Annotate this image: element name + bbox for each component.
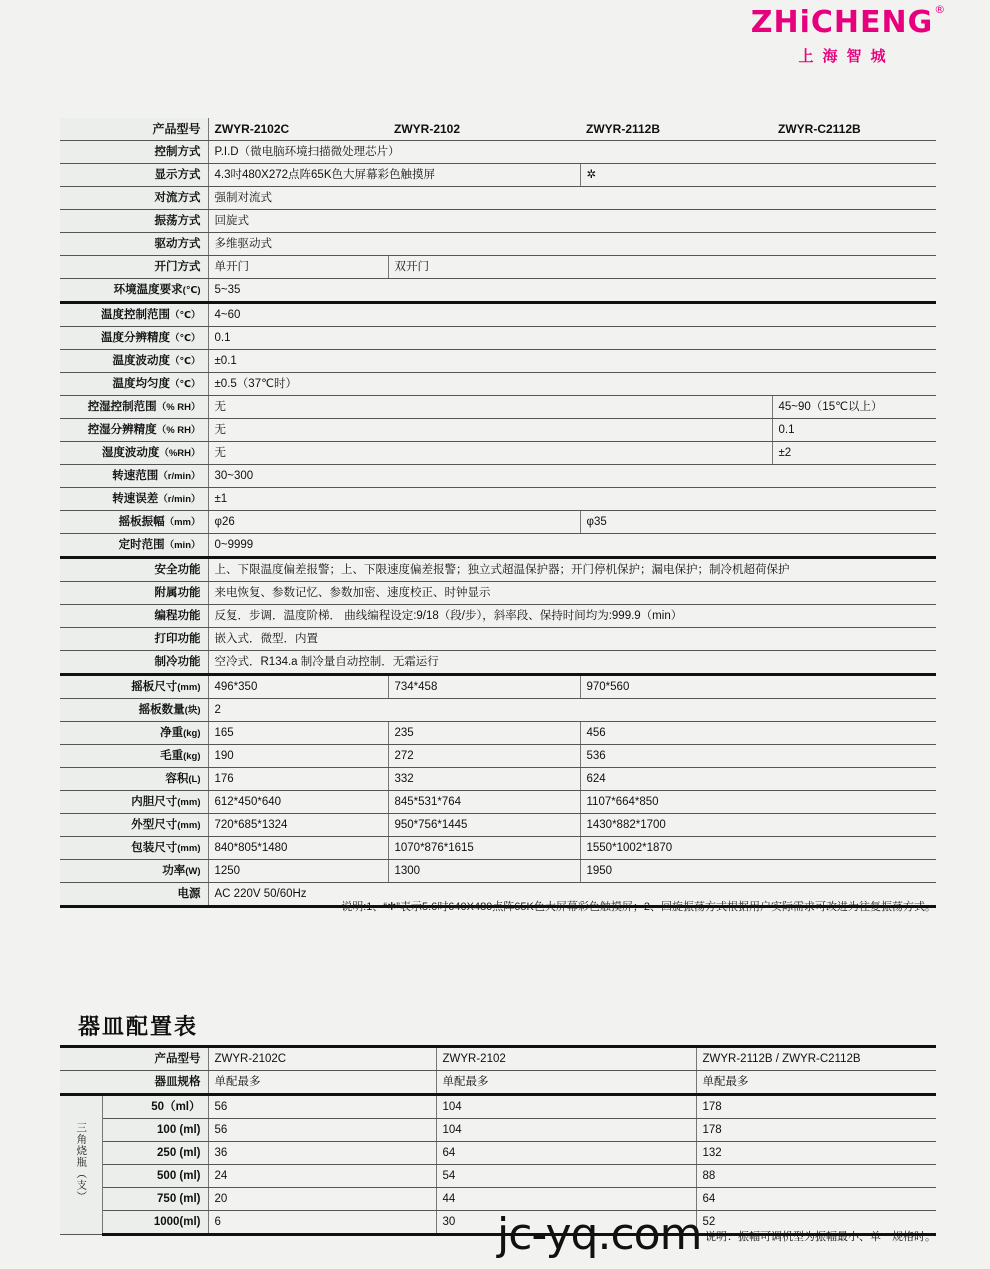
spec-cell: 235 [388,722,580,745]
spec-cell: 970*560 [580,675,936,699]
vessel-side-label-text: 三角烧瓶（支） [75,1122,88,1203]
spec-cell: 上、下限温度偏差报警；上、下限速度偏差报警；独立式超温保护器；开门停机保护；漏电保护；制冷机超荷保护 [208,558,936,582]
spec-cell: 无 [208,419,772,442]
spec-row-label [60,745,208,768]
spec-row-label-text: 温度控制范围 [100,308,170,321]
spec-row [60,465,936,488]
spec-row-label [60,373,208,396]
spec-row-unit: （r/min） [158,493,201,505]
spec-row-label-text: 摇板尺寸 [131,680,178,693]
spec-row-label-text: 温度分辨精度 [100,331,170,344]
spec-row-label [60,187,208,210]
spec-row-label [60,303,208,327]
vessel-count-cell: 104 [436,1119,696,1142]
vessel-table-container [60,1045,936,1236]
spec-row-label [60,558,208,582]
spec-row-label-text: 内胆尺寸 [131,795,178,808]
vessel-count-cell: 56 [208,1095,436,1119]
spec-row [60,651,936,675]
spec-row-unit: （℃） [169,332,201,344]
company-logo [742,3,947,66]
spec-cell: ±0.1 [208,350,936,373]
spec-cell: 1300 [388,860,580,883]
spec-row-label-text: 环境温度要求 [113,283,183,296]
spec-row-label [60,768,208,791]
spec-cell: ±0.5（37℃时） [208,373,936,396]
spec-row [60,233,936,256]
spec-row [60,814,936,837]
spec-cell: 0~9999 [208,534,936,558]
spec-row-label [60,350,208,373]
vessel-size-label: 500 (ml) [102,1165,208,1188]
vessel-count-cell: 54 [436,1165,696,1188]
spec-row-label [60,628,208,651]
spec-cell: 空冷式．R134.a 制冷量自动控制．无霜运行 [208,651,936,675]
spec-row [60,558,936,582]
spec-cell: 1430*882*1700 [580,814,936,837]
vessel-size-label: 1000(ml) [102,1211,208,1235]
spec-row-unit: （mm） [164,516,201,528]
spec-cell: P.I.D（微电脑环境扫描微处理芯片） [208,141,936,164]
spec-row-unit: （℃） [169,355,201,367]
spec-row-label [60,791,208,814]
spec-row-label-text: 温度波动度 [112,354,170,367]
spec-row-label [60,442,208,465]
spec-cell: 无 [208,442,772,465]
vessel-data-row [60,1119,936,1142]
spec-row [60,210,936,233]
logo-chinese-name: 上海智城 [798,48,895,65]
spec-header-row [60,118,936,141]
vessel-side-label [60,1095,102,1235]
vessel-section-title: 器皿配置表 [78,1014,199,1039]
vessel-count-cell: 20 [208,1188,436,1211]
spec-row [60,628,936,651]
spec-row-label [60,511,208,534]
vessel-spec-header-label: 器皿规格 [60,1071,208,1095]
spec-row [60,722,936,745]
logo-wordmark [750,3,947,40]
spec-row [60,511,936,534]
spec-cell: 165 [208,722,388,745]
vessel-count-cell: 56 [208,1119,436,1142]
spec-row-label-text: 对流方式 [154,191,201,204]
vessel-size-label: 100 (ml) [102,1119,208,1142]
spec-row-label-text: 摇板振幅 [118,515,165,528]
spec-cell: 4.3吋480X272点阵65K色大屏幕彩色触摸屏 [208,164,580,187]
vessel-row [60,1071,936,1095]
spec-row [60,860,936,883]
specification-footnote: 说明:1、“✲”表示5.6吋640X480点阵65K色大屏幕彩色触摸屏；2、回旋振荡方式根据用户实际需求可改进为往复振荡方式。 [341,901,936,913]
spec-row [60,582,936,605]
spec-model-header: ZWYR-2102C [208,118,388,141]
spec-row-label [60,814,208,837]
spec-row-unit: （℃） [169,309,201,321]
spec-cell: 612*450*640 [208,791,388,814]
spec-row-label-text: 控制方式 [154,145,201,158]
spec-cell: 强制对流式 [208,187,936,210]
spec-row [60,488,936,511]
spec-row-label-text: 控湿控制范围 [87,400,157,413]
spec-row-label [60,465,208,488]
spec-row [60,534,936,558]
spec-row [60,768,936,791]
vessel-size-label: 250 (ml) [102,1142,208,1165]
spec-row-label [60,279,208,303]
vessel-count-cell: 104 [436,1095,696,1119]
spec-row-unit: (mm) [177,796,201,808]
spec-row-unit: (mm) [177,842,201,854]
spec-row-label [60,164,208,187]
spec-row [60,396,936,419]
spec-row [60,442,936,465]
logo-wordmark-text: ZHiCHENG [750,5,934,40]
spec-row-label [60,141,208,164]
vessel-count-cell: 24 [208,1165,436,1188]
spec-row-label-text: 包装尺寸 [131,841,178,854]
spec-row-unit: (mm) [177,819,201,831]
spec-row-unit: (L) [188,773,201,785]
vessel-data-row [60,1095,936,1119]
spec-row-label [60,699,208,722]
spec-cell: 来电恢复、参数记忆、参数加密、速度校正、时钟显示 [208,582,936,605]
spec-cell: 734*458 [388,675,580,699]
vessel-count-cell: 36 [208,1142,436,1165]
spec-cell: 950*756*1445 [388,814,580,837]
spec-row-label-text: 容积 [165,772,189,785]
spec-row-label [60,327,208,350]
spec-cell: 536 [580,745,936,768]
spec-row-unit: (块) [184,704,201,716]
vessel-cell: 单配最多 [208,1071,436,1095]
vessel-model-header-label: 产品型号 [60,1047,208,1071]
spec-row [60,303,936,327]
spec-row-label-text: 振荡方式 [154,214,201,227]
spec-row-label [60,488,208,511]
spec-cell: 720*685*1324 [208,814,388,837]
vessel-configuration-table [60,1045,936,1236]
vessel-count-cell: 132 [696,1142,936,1165]
spec-row-label-text: 制冷功能 [154,655,201,668]
vessel-cell: 单配最多 [436,1071,696,1095]
spec-row-unit: （min） [164,539,201,551]
vessel-size-label: 50（ml） [102,1095,208,1119]
spec-model-header: ZWYR-2102 [388,118,580,141]
vessel-count-cell: 178 [696,1095,936,1119]
spec-cell: 4~60 [208,303,936,327]
spec-row-unit: （% RH） [156,401,201,413]
spec-row-label [60,837,208,860]
vessel-count-cell: 6 [208,1211,436,1235]
spec-row-unit: （r/min） [158,470,201,482]
spec-row-label [60,860,208,883]
spec-row-label-text: 编程功能 [154,609,201,622]
spec-cell: 0.1 [772,419,936,442]
spec-row [60,141,936,164]
registered-trademark-icon: ® [934,3,947,16]
spec-cell: ±1 [208,488,936,511]
spec-row-label [60,651,208,675]
spec-row-label-text: 电源 [177,887,201,900]
spec-row-label [60,883,208,907]
spec-row-label-text: 开门方式 [154,260,201,273]
spec-cell: 5~35 [208,279,936,303]
vessel-data-row [60,1142,936,1165]
vessel-cell: ZWYR-2102 [436,1047,696,1071]
spec-cell: 回旋式 [208,210,936,233]
spec-cell: 272 [388,745,580,768]
vessel-cell: 单配最多 [696,1071,936,1095]
spec-row-label-text: 驱动方式 [154,237,201,250]
spec-row [60,350,936,373]
vessel-footnote: 说明：振幅可调机型为振幅最小、单一规格时。 [705,1231,936,1243]
vessel-count-cell: 64 [436,1142,696,1165]
spec-row-label-text: 转速误差 [112,492,159,505]
spec-cell: AC 220V 50/60Hz [208,883,936,907]
spec-row-label-text: 显示方式 [154,168,201,181]
spec-row [60,837,936,860]
vessel-count-cell: 52 [696,1211,936,1235]
spec-row-label-text: 净重 [160,726,184,739]
spec-cell: 多维驱动式 [208,233,936,256]
spec-cell: 845*531*764 [388,791,580,814]
spec-cell: 624 [580,768,936,791]
spec-cell: 30~300 [208,465,936,488]
spec-row-label [60,210,208,233]
vessel-count-cell: 64 [696,1188,936,1211]
spec-row-label-text: 打印功能 [154,632,201,645]
spec-row-label-text: 毛重 [160,749,184,762]
spec-row-label [60,419,208,442]
vessel-count-cell: 30 [436,1211,696,1235]
spec-row [60,164,936,187]
spec-row-label-text: 外型尺寸 [131,818,178,831]
site-watermark: jc-yq.com [497,1209,702,1260]
spec-row-label-text: 控湿分辨精度 [87,423,157,436]
spec-cell: 0.1 [208,327,936,350]
spec-cell: 嵌入式．微型．内置 [208,628,936,651]
spec-cell: 332 [388,768,580,791]
spec-row [60,699,936,722]
spec-row-label [60,233,208,256]
vessel-cell: ZWYR-2102C [208,1047,436,1071]
vessel-data-row [60,1188,936,1211]
spec-cell: 45~90（15℃以上） [772,396,936,419]
spec-row-label-text: 功率 [162,864,186,877]
spec-cell: 190 [208,745,388,768]
vessel-data-row [60,1165,936,1188]
spec-cell: 456 [580,722,936,745]
spec-row [60,791,936,814]
spec-row [60,279,936,303]
spec-row-unit: (mm) [177,681,201,693]
spec-row [60,605,936,628]
spec-row-unit: (W) [185,865,201,877]
spec-row-label [60,605,208,628]
spec-cell: 840*805*1480 [208,837,388,860]
specification-table [60,118,936,908]
spec-row [60,419,936,442]
spec-row [60,745,936,768]
spec-header-label: 产品型号 [60,118,208,141]
spec-row [60,373,936,396]
spec-cell: 1950 [580,860,936,883]
spec-cell: ✲ [580,164,936,187]
vessel-count-cell: 44 [436,1188,696,1211]
spec-cell: 176 [208,768,388,791]
spec-cell: ±2 [772,442,936,465]
spec-row-unit: (kg) [183,727,201,739]
spec-row-label [60,396,208,419]
spec-model-header: ZWYR-C2112B [772,118,936,141]
vessel-row [60,1047,936,1071]
spec-row-label [60,675,208,699]
spec-row-unit: (kg) [183,750,201,762]
spec-row-unit: （% RH） [156,424,201,436]
spec-row-unit: (℃) [182,284,201,296]
spec-cell: 1107*664*850 [580,791,936,814]
spec-row-unit: （℃） [169,378,201,390]
spec-cell: 1550*1002*1870 [580,837,936,860]
vessel-size-label: 750 (ml) [102,1188,208,1211]
spec-model-header: ZWYR-2112B [580,118,772,141]
spec-row [60,256,936,279]
spec-cell: 2 [208,699,936,722]
spec-cell: φ26 [208,511,580,534]
spec-cell: 496*350 [208,675,388,699]
spec-row-label [60,534,208,558]
spec-cell: 1070*876*1615 [388,837,580,860]
spec-row-label-text: 湿度波动度 [101,446,160,459]
spec-cell: 无 [208,396,772,419]
spec-row [60,675,936,699]
vessel-count-cell: 88 [696,1165,936,1188]
spec-row-label [60,722,208,745]
spec-row [60,187,936,210]
spec-row-label-text: 温度均匀度 [112,377,170,390]
spec-row-label [60,256,208,279]
spec-row-unit: （%RH） [159,447,201,459]
spec-row-label-text: 摇板数量 [138,703,185,716]
spec-row-label-text: 转速范围 [112,469,159,482]
spec-row [60,327,936,350]
spec-row-label-text: 安全功能 [154,563,201,576]
spec-row-label-text: 定时范围 [118,538,165,551]
spec-row-label [60,582,208,605]
spec-cell: 双开门 [388,256,936,279]
spec-cell: 单开门 [208,256,388,279]
spec-row-label-text: 附属功能 [154,586,201,599]
vessel-count-cell: 178 [696,1119,936,1142]
specification-table-container [60,118,936,908]
spec-cell: φ35 [580,511,936,534]
spec-cell: 1250 [208,860,388,883]
spec-cell: 反复．步调．温度阶梯． 曲线编程设定:9/18（段/步），斜率段、保持时间均为:999.9（min） [208,605,936,628]
vessel-cell: ZWYR-2112B / ZWYR-C2112B [696,1047,936,1071]
